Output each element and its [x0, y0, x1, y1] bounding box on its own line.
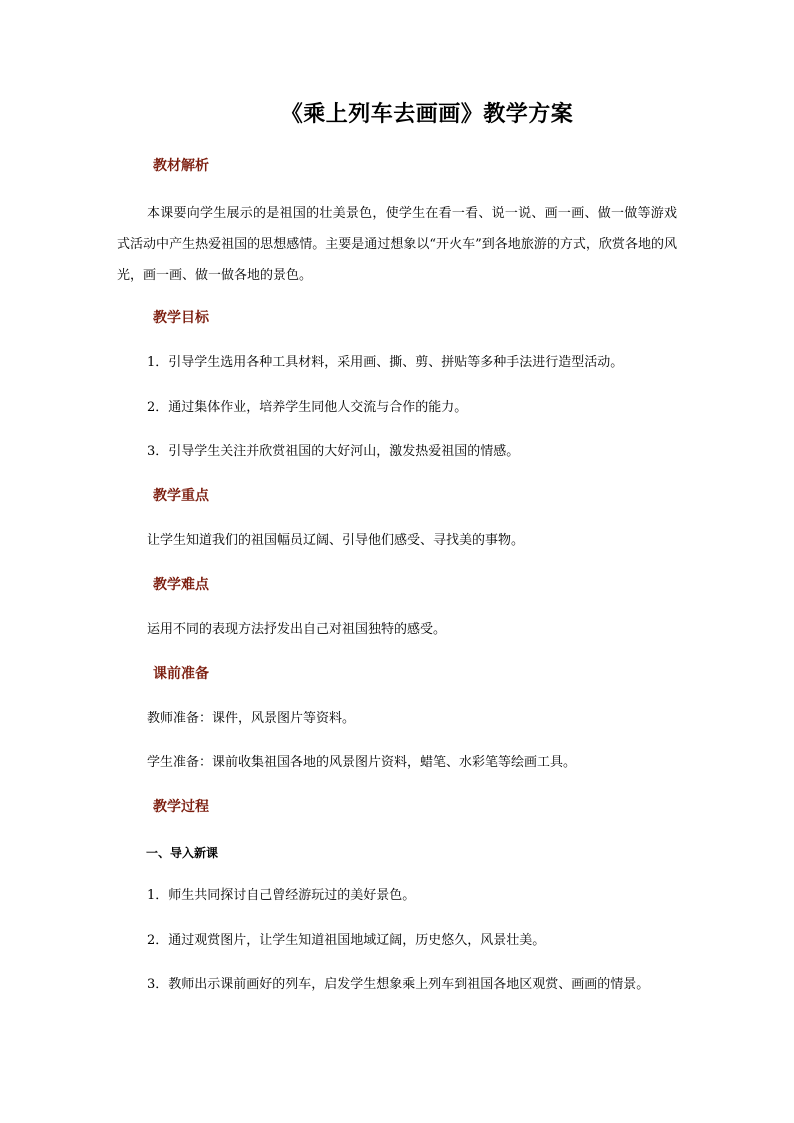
goal-item-1: 1．引导学生选用各种工具材料，采用画、撕、剪、拼贴等多种手法进行造型活动。 — [147, 355, 624, 370]
process-part1-title: 一、导入新课 — [146, 846, 219, 860]
document-title: 《乘上列车去画画》教学方案 — [280, 101, 574, 127]
student-preparation: 学生准备：课前收集祖国各地的风景图片资料，蜡笔、水彩笔等绘画工具。 — [147, 755, 577, 770]
process-item-3: 3．教师出示课前画好的列车，启发学生想象乘上列车到祖国各地区观赏、画画的情景。 — [147, 977, 650, 992]
heading-process: 教学过程 — [153, 799, 209, 815]
key-points-text: 让学生知道我们的祖国幅员辽阔、引导他们感受、寻找美的事物。 — [147, 533, 525, 548]
heading-difficulties: 教学难点 — [153, 577, 209, 593]
teacher-preparation: 教师准备：课件，风景图片等资料。 — [147, 711, 356, 726]
process-item-2: 2．通过观赏图片，让学生知道祖国地域辽阔，历史悠久，风景壮美。 — [147, 933, 546, 948]
heading-key-points: 教学重点 — [153, 488, 209, 504]
heading-preparation: 课前准备 — [153, 666, 209, 682]
heading-analysis: 教材解析 — [153, 158, 209, 174]
goal-item-2: 2．通过集体作业，培养学生同他人交流与合作的能力。 — [147, 400, 468, 415]
heading-goals: 教学目标 — [153, 310, 209, 326]
process-item-1: 1．师生共同探讨自己曾经游玩过的美好景色。 — [147, 888, 416, 903]
analysis-paragraph: 本课要向学生展示的是祖国的壮美景色，使学生在看一看、说一说、画一画、做一做等游戏式活动中产生热爱祖国的思想感情。主要是通过想象以“开火车”到各地旅游的方式，欣赏各地的风光，画一画、做一做各地的景色。 — [117, 206, 677, 283]
difficulties-text: 运用不同的表现方法抒发出自己对祖国独特的感受。 — [147, 622, 447, 637]
goal-item-3: 3．引导学生关注并欣赏祖国的大好河山，激发热爱祖国的情感。 — [147, 444, 520, 459]
